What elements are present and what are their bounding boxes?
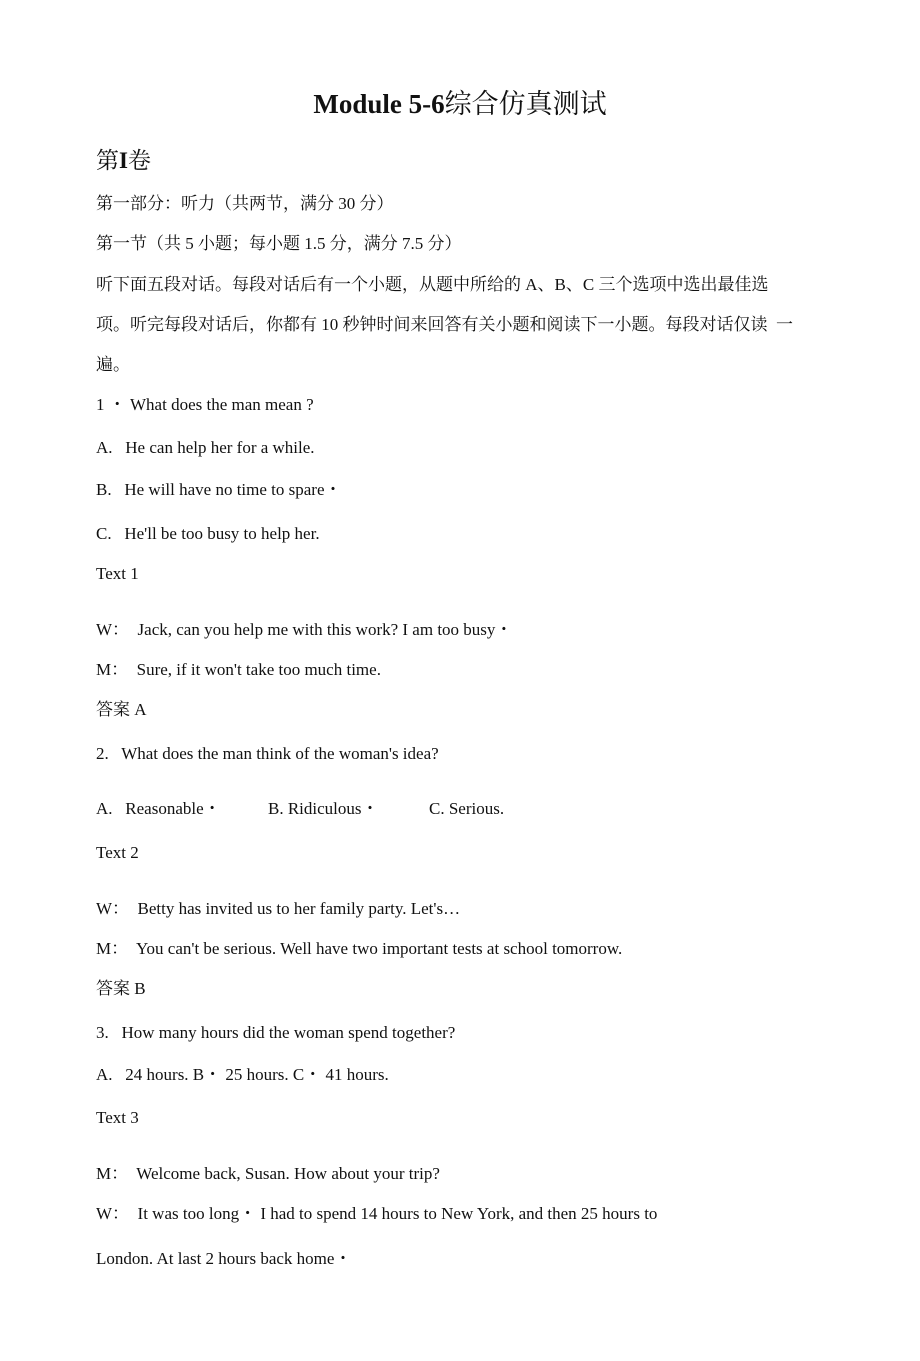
instructions-line-3: 遍。 (96, 355, 130, 374)
part-heading: 第一部分：听力（共两节，满分 30 分） (96, 194, 394, 213)
volume-post: 卷 (127, 148, 151, 173)
answer-2: 答案 B (96, 979, 146, 998)
instructions-line-1: 听下面五段对话。每段对话后有一个小题，从题中所给的 A、B、C 三个选项中选出最佳选 (96, 275, 769, 294)
text-3-m: M： Welcome back, Susan. How about your trip? (96, 1164, 440, 1183)
text-3-label: Text 3 (96, 1108, 139, 1127)
title-rest: 综合仿真测试 (444, 89, 607, 119)
text-2-w: W： Betty has invited us to her family party. Let's… (96, 899, 461, 918)
document-title (0, 88, 920, 120)
q1-option-b: B. He will have no time to spare・ (96, 480, 342, 499)
volume-pre: 第 (96, 148, 119, 173)
q2-option-a: A. Reasonable・ (96, 799, 221, 818)
q1-option-c: C. He'll be too busy to help her. (96, 524, 320, 543)
instructions-line-2: 项。听完每段对话后，你都有 10 秒钟时间来回答有关小题和阅读下一小题。每段对话仅读 一 (96, 315, 793, 334)
title-module: Module 5-6 (313, 89, 445, 119)
text-1-label: Text 1 (96, 564, 139, 583)
question-1: 1 ・ What does the man mean ? (96, 395, 314, 414)
question-3: 3. How many hours did the woman spend together? (96, 1023, 456, 1042)
section-heading: 第一节（共 5 小题；每小题 1.5 分，满分 7.5 分） (96, 234, 462, 253)
q1-option-a: A. He can help her for a while. (96, 438, 315, 457)
q2-option-c: C. Serious. (429, 799, 505, 818)
volume-heading (96, 147, 151, 175)
q2-option-b: B. Ridiculous・ (268, 799, 379, 818)
text-2-m: M： You can't be serious. Well have two important tests at school tomorrow. (96, 939, 623, 958)
text-1-w: W： Jack, can you help me with this work? I am too busy・ (96, 620, 513, 639)
text-1-m: M： Sure, if it won't take too much time. (96, 660, 381, 679)
text-3-w-line-1: W： It was too long・ I had to spend 14 hours to New York, and then 25 hours to (96, 1204, 658, 1223)
q3-options: A. 24 hours. B・ 25 hours. C・ 41 hours. (96, 1065, 389, 1084)
text-3-w-line-2: London. At last 2 hours back home・ (96, 1249, 352, 1268)
question-2: 2. What does the man think of the woman's idea? (96, 744, 439, 763)
volume-number: I (119, 148, 128, 173)
answer-1: 答案 A (96, 700, 147, 719)
text-2-label: Text 2 (96, 843, 139, 862)
